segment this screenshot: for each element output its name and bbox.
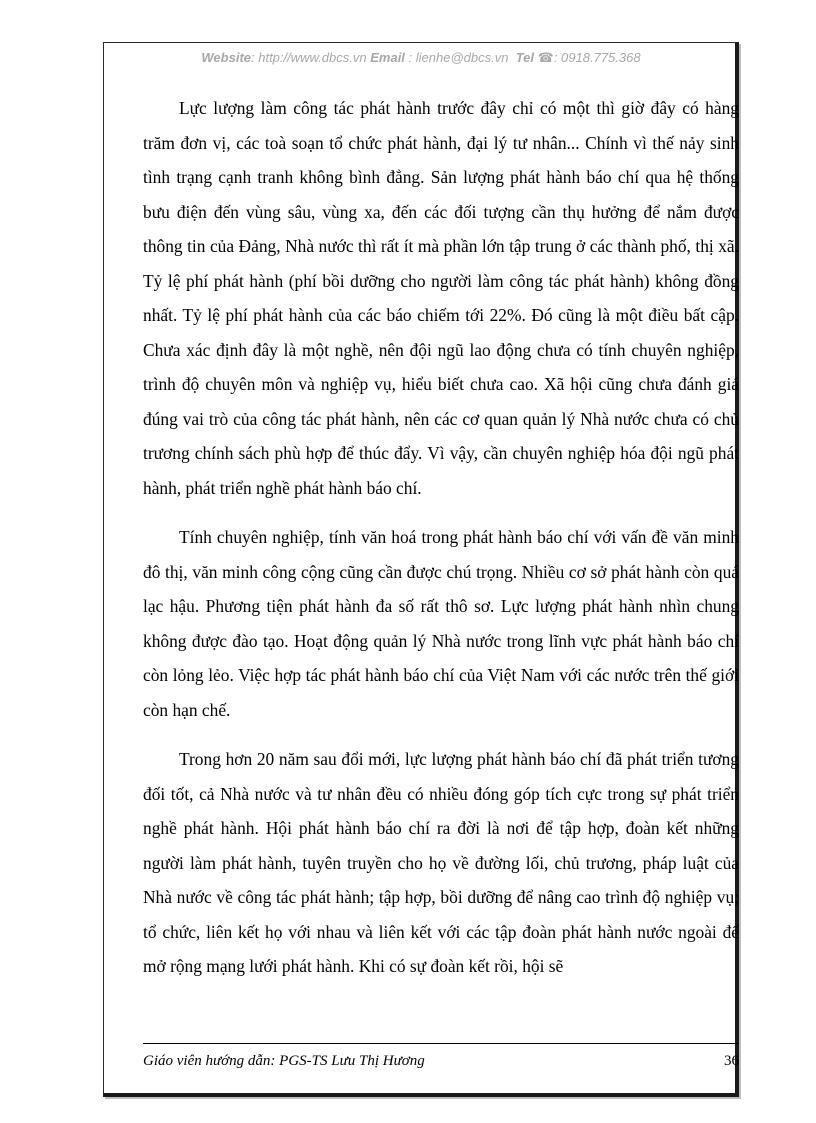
page-number: 36 <box>724 1053 739 1069</box>
page-header <box>103 50 739 66</box>
tel-label: Tel <box>515 50 535 65</box>
website-label: Website <box>201 50 251 65</box>
page-footer <box>143 1053 739 1070</box>
paragraph-1: Lực lượng làm công tác phát hành trước đây chỉ có một thì giờ đây có hàng trăm đơn vị, các toà soạn tổ chức phát hành, đại lý tư nhân... Chính vì thế nảy sinh tình trạng cạnh tranh không bình đẳng. Sản lượng phát hành báo chí qua hệ thống bưu điện đến vùng sâu, vùng xa, đến các đối tượng cần thụ hưởng để nắm được thông tin của Đảng, Nhà nước thì rất ít mà phần lớn tập trung ở các thành phố, thị xã. Tỷ lệ phí phát hành (phí bồi dưỡng cho người làm công tác phát hành) không đồng nhất. Tỷ lệ phí phát hành của các báo chiếm tới 22%. Đó cũng là một điều bất cập. Chưa xác định đây là một nghề, nên đội ngũ lao động chưa có tính chuyên nghiệp, trình độ chuyên môn và nghiệp vụ, hiểu biết chưa cao. Xã hội cũng chưa đánh giá đúng vai trò của công tác phát hành, nên các cơ quan quản lý Nhà nước chưa có chủ trương chính sách phù hợp để thúc đẩy. Vì vậy, cần chuyên nghiệp hóa đội ngũ phát hành, phát triển nghề phát hành báo chí. <box>143 98 739 498</box>
footer-divider <box>143 1043 739 1044</box>
email-link[interactable]: : lienhe@dbcs.vn <box>408 50 509 65</box>
website-link[interactable]: : http://www.dbcs.vn <box>251 50 367 65</box>
footer-instructor: Giáo viên hướng dẫn: PGS-TS Lưu Thị Hương <box>143 1053 425 1069</box>
document-body <box>143 91 739 999</box>
paragraph-2: Tính chuyên nghiệp, tính văn hoá trong phát hành báo chí với vấn đề văn minh đô thị, văn minh công cộng cũng cần được chú trọng. Nhiều cơ sở phát hành còn quá lạc hậu. Phương tiện phát hành đa số rất thô sơ. Lực lượng phát hành nhìn chung không được đào tạo. Hoạt động quản lý Nhà nước trong lĩnh vực phát hành báo chí còn lỏng lẻo. Việc hợp tác phát hành báo chí của Việt Nam với các nước trên thế giới còn hạn chế. <box>143 527 739 720</box>
email-label: Email <box>370 50 405 65</box>
paragraph-3: Trong hơn 20 năm sau đổi mới, lực lượng phát hành báo chí đã phát triển tương đối tốt, cả Nhà nước và tư nhân đều có nhiều đóng góp tích cực trong sự phát triển nghề phát hành. Hội phát hành báo chí ra đời là nơi để tập hợp, đoàn kết những người làm phát hành, tuyên truyền cho họ về đường lối, chủ trương, pháp luật của Nhà nước về công tác phát hành; tập hợp, bồi dưỡng để nâng cao trình độ nghiệp vụ; tổ chức, liên kết họ với nhau và liên kết với các tập đoàn phát hành nước ngoài để mở rộng mạng lưới phát hành. Khi có sự đoàn kết rồi, hội sẽ <box>143 749 739 976</box>
tel-number: ☎: 0918.775.368 <box>537 50 641 65</box>
